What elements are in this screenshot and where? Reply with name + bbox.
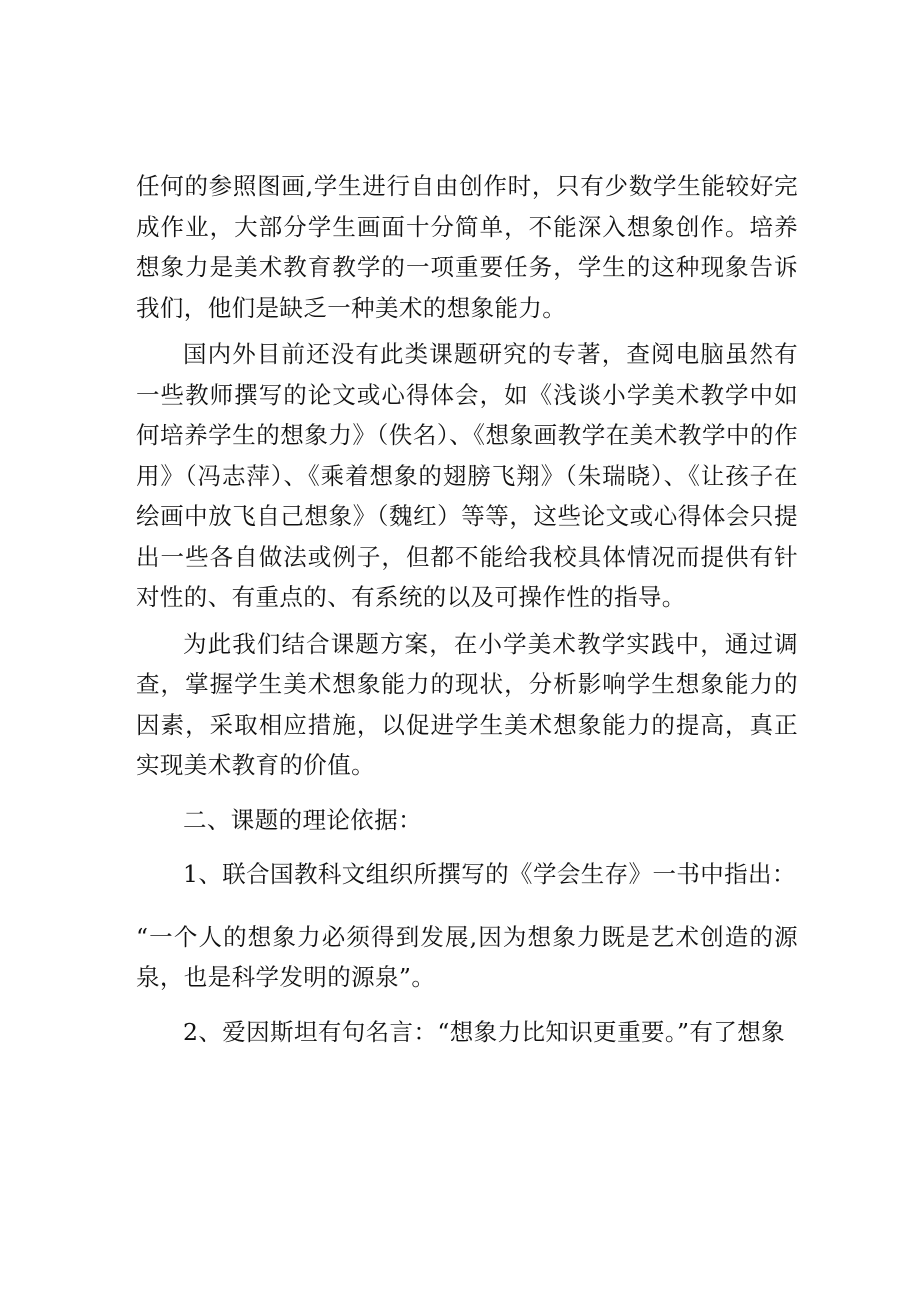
section-heading-theory: 二、课题的理论依据： xyxy=(183,805,422,834)
paragraph-quote: “一个人的想象力必须得到发展,因为想象力既是艺术创造的源泉，也是科学发明的源泉”。 xyxy=(136,922,798,991)
paragraph-literature-review: 国内外目前还没有此类课题研究的专著，查阅电脑虽然有一些教师撰写的论文或心得体会，如《浅谈小学美术教学中如何培养学生的想象力》（佚名）、《想象画教学在美术教学中的作用》（冯志萍）、《乘着想象的翅膀飞翔》（朱瑞晓）、《让孩子在绘画中放飞自己想象》（魏红）等等，这些论文或心得体会只提出一些各自做法或例子，但都不能给我校具体情况而提供有针对性的、有重点的、有系统的以及可操作性的指导。 xyxy=(136,340,798,611)
paragraph-continued: 任何的参照图画,学生进行自由创作时，只有少数学生能较好完成作业，大部分学生画面十分简单，不能深入想象创作。培养想象力是美术教育教学的一项重要任务，学生的这种现象告诉我们，他们是缺乏一种美术的想象能力。 xyxy=(136,172,798,322)
paragraph-theory-point-1: 1、联合国教科文组织所撰写的《学会生存》一书中指出： xyxy=(183,860,796,888)
paragraph-theory-point-2: 2、爱因斯坦有句名言：“想象力比知识更重要。”有了想象 xyxy=(183,1017,786,1046)
document-body xyxy=(136,166,798,1052)
paragraph-research-purpose: 为此我们结合课题方案，在小学美术教学实践中，通过调查，掌握学生美术想象能力的现状，分析影响学生想象能力的因素，采取相应措施，以促进学生美术想象能力的提高，真正实现美术教育的价值。 xyxy=(136,629,798,779)
